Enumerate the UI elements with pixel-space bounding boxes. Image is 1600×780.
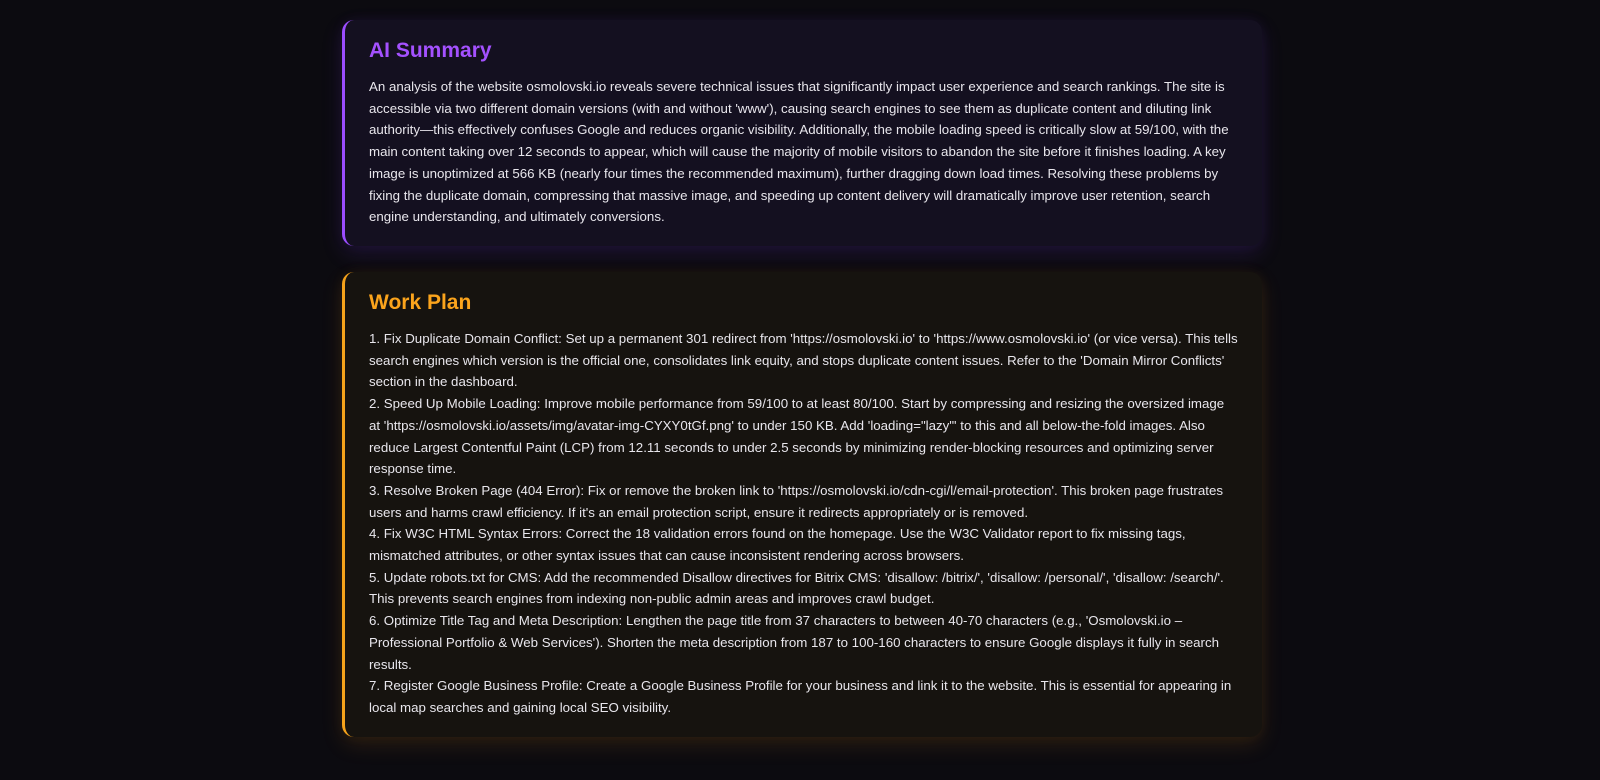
work-plan-card — [342, 272, 1262, 737]
work-plan-list — [369, 328, 1238, 719]
work-plan-item: 3. Resolve Broken Page (404 Error): Fix or remove the broken link to 'https://osmolovski.io/cdn-cgi/l/email-protection'. This broken page frustrates users and harms crawl efficiency. If it's an email protection script, ensure it redirects appropriately or is removed. — [369, 482, 1223, 520]
work-plan-title: Work Plan — [369, 291, 472, 314]
work-plan-item: 6. Optimize Title Tag and Meta Description: Lengthen the page title from 37 characters to between 40-70 characters (e.g., 'Osmolovski.io – Professional Portfolio & Web Services'). Shorten the meta description from 187 to 100-160 characters to ensure Google displays it fully in search results. — [369, 613, 1220, 672]
ai-summary-card — [342, 20, 1262, 246]
ai-summary-title: AI Summary — [369, 39, 492, 62]
ai-summary-text: An analysis of the website osmolovski.io reveals severe technical issues that significantly impact user experience and search rankings. The site is accessible via two different domain versions (with and without 'www'), causing search engines to see them as duplicate content and diluting link authority—this effectively confuses Google and reduces organic visibility. Additionally, the mobile loading speed is critically slow at 59/100, with the main content taking over 12 seconds to appear, which will cause the majority of mobile visitors to abandon the site before it finishes loading. A key image is unoptimized at 566 KB (nearly four times the recommended maximum), further dragging down load times. Resolving these problems by fixing the duplicate domain, compressing that massive image, and speeding up content delivery will dramatically improve user retention, search engine understanding, and ultimately conversions. — [369, 79, 1229, 225]
work-plan-item: 4. Fix W3C HTML Syntax Errors: Correct the 18 validation errors found on the homepage. Use the W3C Validator report to fix missing tags, mismatched attributes, or other syntax issues that can cause inconsistent rendering across browsers. — [369, 526, 1186, 564]
work-plan-item: 1. Fix Duplicate Domain Conflict: Set up a permanent 301 redirect from 'https://osmolovski.io' to 'https://www.osmolovski.io' (or vice versa). This tells search engines which version is the official one, consolidates link equity, and stops duplicate content issues. Refer to the 'Domain Mirror Conflicts' section in the dashboard. — [369, 331, 1238, 390]
work-plan-item: 7. Register Google Business Profile: Create a Google Business Profile for your business and link it to the website. This is essential for appearing in local map searches and gaining local SEO visibility. — [369, 678, 1232, 715]
work-plan-item: 5. Update robots.txt for CMS: Add the recommended Disallow directives for Bitrix CMS: 'disallow: /bitrix/', 'disallow: /personal/', 'disallow: /search/'. This prevents search engines from indexing non-public admin areas and improves crawl budget. — [369, 569, 1224, 607]
work-plan-item: 2. Speed Up Mobile Loading: Improve mobile performance from 59/100 to at least 80/100. Start by compressing and resizing the oversized image at 'https://osmolovski.io/assets/img/avatar-img-CYXY0tGf.png' to under 150 KB. Add 'loading="lazy"' to this and all below-the-fold images. Also reduce Largest Contentful Paint (LCP) from 12.11 seconds to under 2.5 seconds by minimizing render-blocking resources and optimizing server response time. — [369, 396, 1225, 477]
